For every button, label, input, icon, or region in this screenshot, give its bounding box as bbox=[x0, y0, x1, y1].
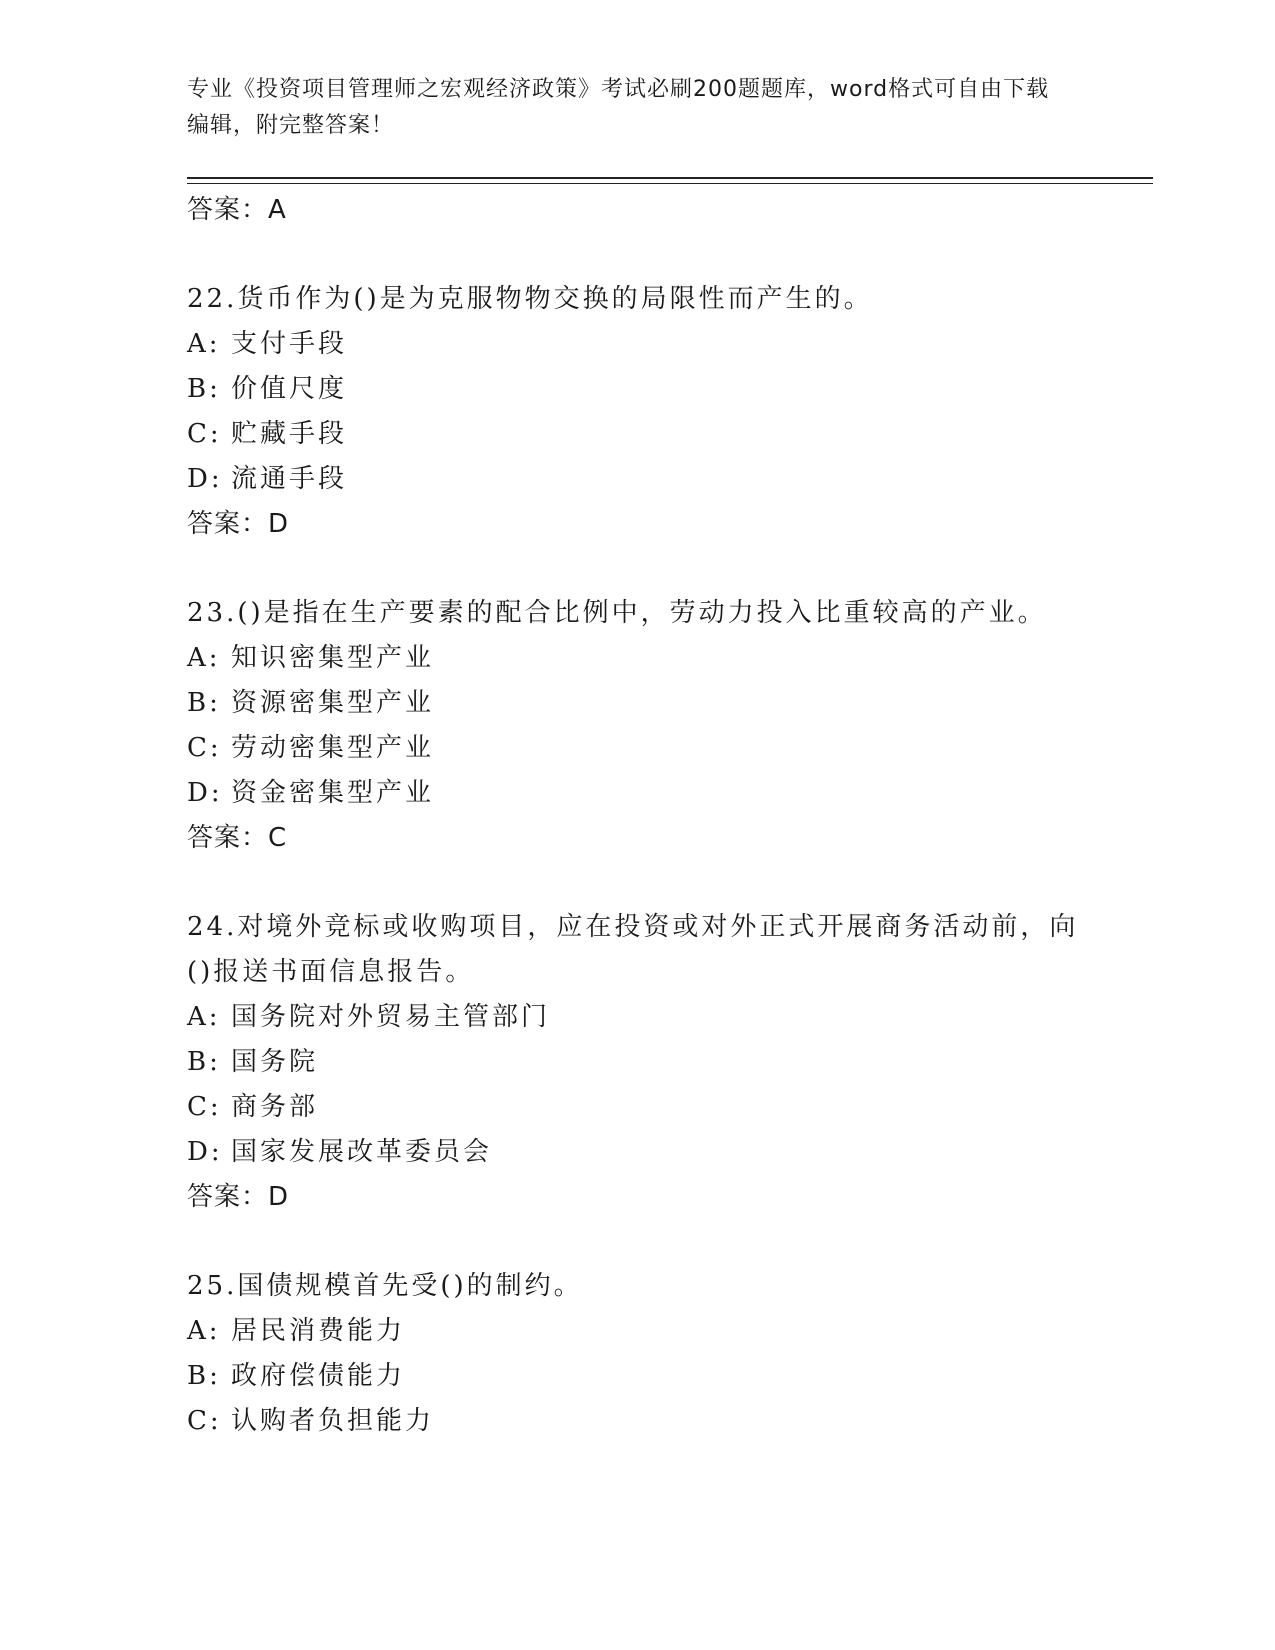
option-letter: A: bbox=[187, 1002, 221, 1032]
option-a bbox=[187, 995, 1087, 1040]
spacer bbox=[187, 861, 1087, 905]
option-text: 国务院对外贸易主管部门 bbox=[231, 1002, 551, 1032]
option-text: 资源密集型产业 bbox=[231, 688, 435, 718]
option-letter: A: bbox=[187, 329, 221, 359]
option-text: 贮藏手段 bbox=[231, 419, 348, 449]
document-intro: 专业《投资项目管理师之宏观经济政策》考试必刷200题题库，word格式可自由下载编辑，附完整答案！ bbox=[187, 77, 1050, 138]
option-text: 国务院 bbox=[231, 1047, 319, 1077]
answer-line: 答案：C bbox=[187, 823, 288, 853]
option-a bbox=[187, 1309, 1087, 1354]
option-letter: D: bbox=[187, 778, 223, 808]
option-b bbox=[187, 1040, 1087, 1085]
option-c bbox=[187, 412, 1087, 457]
option-text: 资金密集型产业 bbox=[231, 778, 435, 808]
option-text: 国家发展改革委员会 bbox=[231, 1137, 493, 1167]
option-d bbox=[187, 771, 1087, 816]
option-text: 认购者负担能力 bbox=[231, 1406, 435, 1436]
question-block bbox=[187, 1264, 1087, 1444]
option-text: 劳动密集型产业 bbox=[231, 733, 435, 763]
option-b bbox=[187, 681, 1087, 726]
question-stem: 23.()是指在生产要素的配合比例中，劳动力投入比重较高的产业。 bbox=[187, 598, 1047, 628]
header-rule-thick bbox=[187, 177, 1153, 179]
option-text: 价值尺度 bbox=[231, 374, 348, 404]
answer-line: 答案：D bbox=[187, 509, 290, 539]
option-letter: B: bbox=[187, 1361, 221, 1391]
option-d bbox=[187, 457, 1087, 502]
question-block bbox=[187, 591, 1087, 905]
question-stem: 24.对境外竞标或收购项目，应在投资或对外正式开展商务活动前，向()报送书面信息报告。 bbox=[187, 912, 1079, 987]
question-stem: 25.国债规模首先受()的制约。 bbox=[187, 1271, 583, 1301]
spacer bbox=[187, 547, 1087, 591]
header-rule-thin bbox=[187, 183, 1153, 184]
option-letter: B: bbox=[187, 1047, 221, 1077]
option-text: 支付手段 bbox=[231, 329, 348, 359]
option-text: 政府偿债能力 bbox=[231, 1361, 406, 1391]
option-text: 知识密集型产业 bbox=[231, 643, 435, 673]
option-letter: C: bbox=[187, 1406, 222, 1436]
question-block bbox=[187, 277, 1087, 591]
option-letter: C: bbox=[187, 1092, 222, 1122]
option-letter: A: bbox=[187, 1316, 221, 1346]
option-letter: D: bbox=[187, 464, 223, 494]
option-letter: B: bbox=[187, 374, 221, 404]
answer-line: 答案：D bbox=[187, 1182, 290, 1212]
option-b bbox=[187, 367, 1087, 412]
option-letter: A: bbox=[187, 643, 221, 673]
option-text: 流通手段 bbox=[231, 464, 348, 494]
option-letter: B: bbox=[187, 688, 221, 718]
option-letter: D: bbox=[187, 1137, 223, 1167]
question-block bbox=[187, 905, 1087, 1264]
option-c bbox=[187, 726, 1087, 771]
option-c bbox=[187, 1399, 1087, 1444]
answer-line: 答案：A bbox=[187, 195, 287, 225]
option-d bbox=[187, 1130, 1087, 1175]
option-text: 居民消费能力 bbox=[231, 1316, 406, 1346]
spacer bbox=[187, 1220, 1087, 1264]
option-text: 商务部 bbox=[231, 1092, 319, 1122]
option-a bbox=[187, 636, 1087, 681]
question-stem: 22.货币作为()是为克服物物交换的局限性而产生的。 bbox=[187, 284, 873, 314]
option-c bbox=[187, 1085, 1087, 1130]
option-letter: C: bbox=[187, 733, 222, 763]
spacer bbox=[187, 233, 1087, 277]
question-list bbox=[187, 188, 1087, 1444]
option-letter: C: bbox=[187, 419, 222, 449]
option-b bbox=[187, 1354, 1087, 1399]
option-a bbox=[187, 322, 1087, 367]
